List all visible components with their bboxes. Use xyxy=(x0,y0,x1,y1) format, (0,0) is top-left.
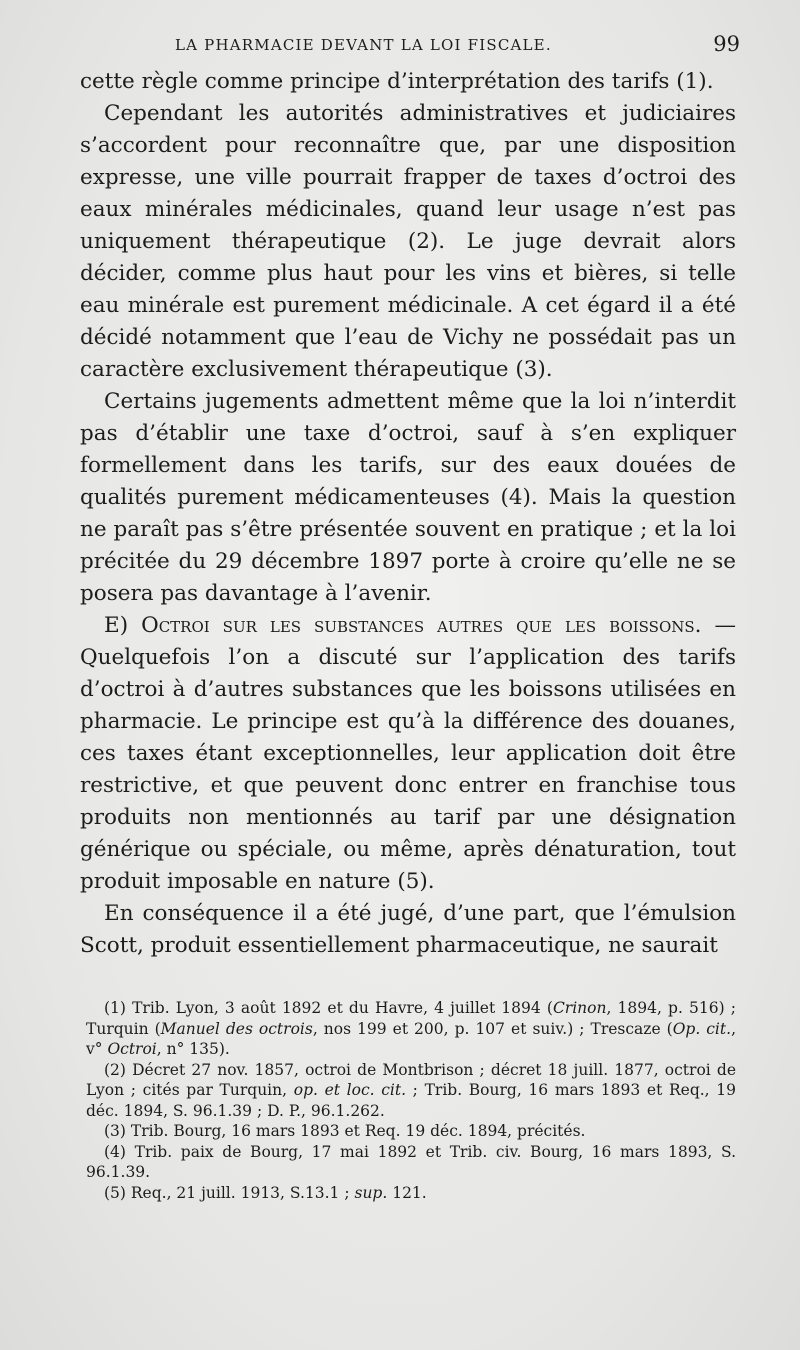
body-text xyxy=(80,66,736,962)
paragraph-judgments: Certains jugements admettent même que la loi n’interdit pas d’établir une taxe d’octroi, sauf à s’en expliquer formellement dans les tarifs, sur des eaux douées de qualités purement médicamenteuses (4). Mais la question ne paraît pas s’être présentée souvent en pratique ; et la loi précitée du 29 décembre 1897 porte à croire qu’elle ne se posera pas davantage à l’avenir. xyxy=(80,389,736,606)
footnote-text: 121. xyxy=(387,1183,427,1202)
footnotes xyxy=(86,998,736,1203)
footnote-text: ; Trib. Bourg, 16 mars 1893 et Req., 19 déc. 1894, S. 96.1.39 ; D. P., 96.1.262. xyxy=(86,1081,736,1120)
footnote-text: , n° 135). xyxy=(156,1040,230,1058)
footnote-text: , v° xyxy=(86,1019,736,1058)
footnote-italic: Crinon xyxy=(552,999,607,1017)
paragraph-mineral-waters: Cependant les autorités administratives et judiciaires s’accordent pour reconnaître que, par une disposition expresse, une ville pourrait frapper de taxes d’octroi des eaux minérales médicinales, quand leur usage n’est pas uniquement thérapeutique (2). Le juge devrait alors décider, comme plus haut pour les vins et bières, si telle eau minérale est purement médicinale. A cet égard il a été décidé notamment que l’eau de Vichy ne possédait pas un caractère exclusivement thérapeutique (3). xyxy=(80,101,736,382)
running-title: LA PHARMACIE DEVANT LA LOI FISCALE. xyxy=(175,36,552,54)
footnote-1 xyxy=(86,998,736,1060)
footnote-italic: op. et loc. cit. xyxy=(293,1081,407,1099)
paragraph-continuation: cette règle comme principe d’interprétation des tarifs (1). xyxy=(80,69,714,94)
paragraph-consequence: En conséquence il a été jugé, d’une part, que l’émulsion Scott, produit essentiellement pharmaceutique, ne saurait xyxy=(80,901,736,958)
section-text: — Quelquefois l’on a discuté sur l’application des tarifs d’octroi à d’autres substances que les boissons utilisées en pharmacie. Le principe est qu’à la différence des douanes, ces taxes étant exceptionnelles, leur application doit être restrictive, et que peuvent donc entrer en franchise tous produits non mentionnés au tarif par une désignation générique ou spéciale, ou même, après dénaturation, tout produit imposable en nature (5). xyxy=(80,613,736,894)
footnote-italic: sup. xyxy=(354,1183,388,1202)
paragraph-section-e xyxy=(80,610,736,898)
footnote-text: (1) Trib. Lyon, 3 août 1892 et du Havre, 4 juillet 1894 ( xyxy=(104,999,553,1017)
footnote-text: , 1894, p. 516) ; Turquin ( xyxy=(86,999,736,1038)
footnote-text: (2) Décret 27 nov. 1857, octroi de Montbrison ; décret 18 juill. 1877, octroi de Lyon ; cités par Turquin, xyxy=(86,1060,736,1099)
footnote-text: (5) Req., 21 juill. 1913, S.13.1 ; xyxy=(104,1183,355,1202)
footnote-3: (3) Trib. Bourg, 16 mars 1893 et Req. 19 déc. 1894, précités. xyxy=(104,1122,586,1140)
footnote-2 xyxy=(86,1060,736,1122)
footnote-italic: Op. cit. xyxy=(672,1019,732,1038)
page-number: 99 xyxy=(713,32,740,56)
footnote-5 xyxy=(86,1183,736,1204)
footnote-4: (4) Trib. paix de Bourg, 17 mai 1892 et Trib. civ. Bourg, 16 mars 1893, S. 96.1.39. xyxy=(86,1142,736,1181)
footnote-text: , nos 199 et 200, p. 107 et suiv.) ; Trescaze ( xyxy=(312,1019,673,1038)
page-header xyxy=(80,32,740,60)
section-heading: E) Octroi sur les substances autres que les boissons. xyxy=(104,613,702,638)
footnote-italic: Manuel des octrois xyxy=(160,1019,313,1038)
footnote-italic: Octroi xyxy=(107,1040,157,1058)
